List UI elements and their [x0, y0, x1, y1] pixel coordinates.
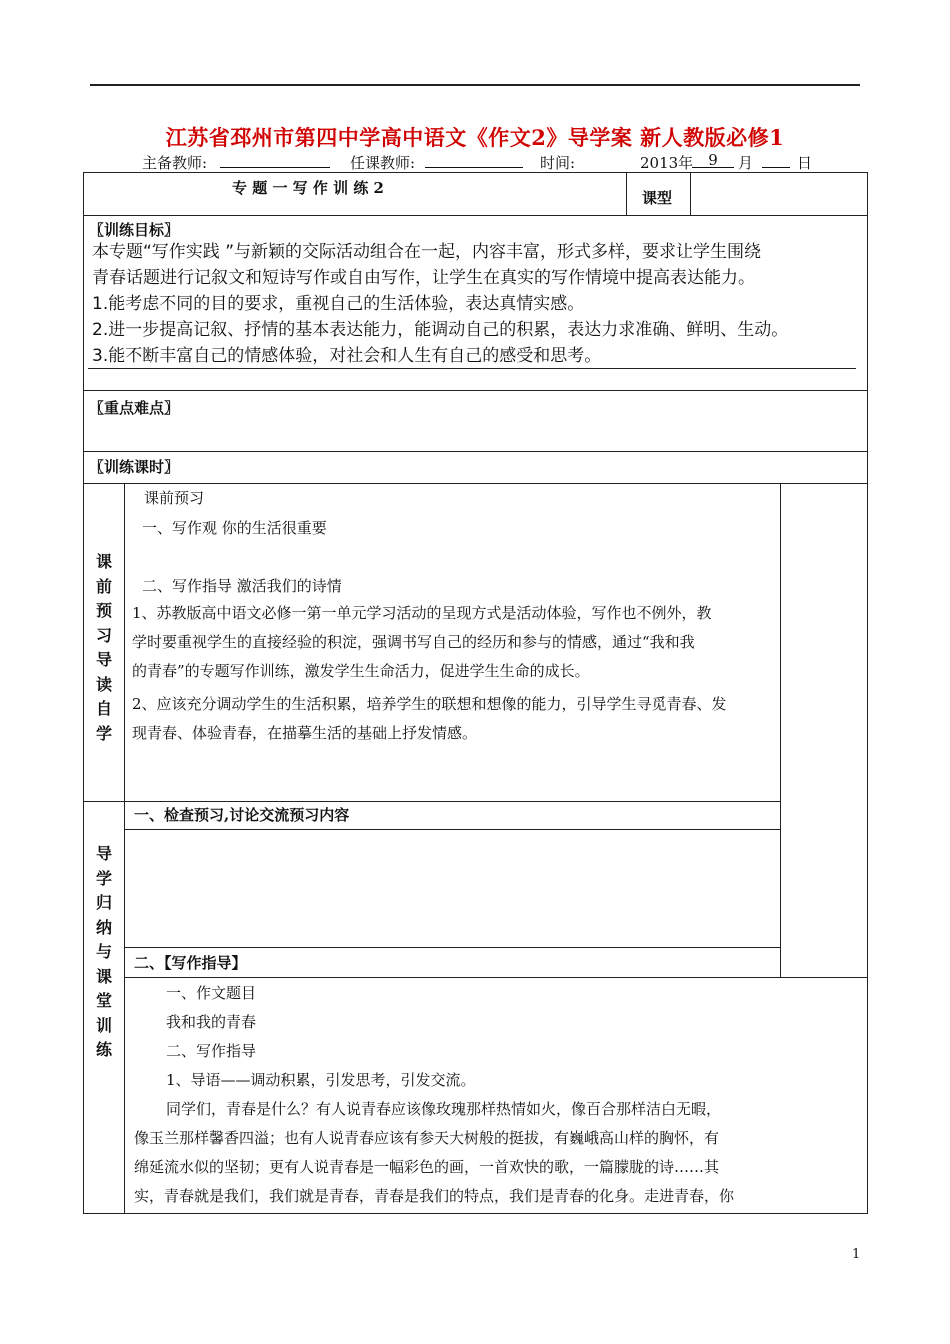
topic-heading: 专 题 一 写 作 训 练 2 [232, 179, 384, 197]
divider [780, 483, 781, 978]
preview-paragraph-1: 1、苏教版高中语文必修一第一单元学习活动的呈现方式是活动体验，写作也不例外，教 学时要重视学生的直接经验的积淀，强调书写自己的经历和参与的情感，通过“我和我 的青春”的专题写作训练，激发学生生命活力，促进学生生命的成长。 [132, 604, 712, 680]
guide-side-label: 导 学 归 纳 与 课 堂 训 练 [95, 844, 112, 1059]
divider [124, 947, 781, 948]
divider [83, 483, 868, 484]
guide-section-2: 二、【写作指导】 [134, 954, 247, 972]
preview-title: 课前预习 [144, 489, 205, 507]
document-title: 江苏省邳州市第四中学高中语文《作文2》导学案 新人教版必修1 [165, 125, 785, 150]
preview-item-2: 二、写作指导 激活我们的诗情 [142, 577, 342, 595]
goal-line: 本专题“写作实践 ”与新颖的交际活动组合在一起，内容丰富，形式多样，要求让学生围绕 [92, 242, 762, 262]
lesson-type-label: 课型 [642, 189, 673, 207]
teacher-label: 任课教师: [350, 154, 416, 172]
divider [626, 172, 627, 215]
guide-lines: 一、作文题目 我和我的青春 二、写作指导 1、导语——调动积累，引发思考，引发交流。 [166, 984, 476, 1089]
month-label: 月 [738, 154, 754, 172]
goal-line: 2.进一步提高记叙、抒情的基本表达能力，能调动自己的积累，表达力求准确、鲜明、生动。 [92, 320, 789, 340]
day-blank[interactable] [762, 151, 790, 168]
lead-teacher-blank[interactable] [220, 151, 330, 168]
preview-side-label: 课 前 预 习 导 读 自 学 [95, 552, 112, 743]
divider [83, 801, 781, 802]
divider [83, 215, 868, 216]
keypoints-heading: 〖重点难点〗 [89, 399, 180, 417]
divider [124, 977, 868, 978]
month-value: 9 [692, 151, 734, 168]
divider [124, 829, 781, 830]
hours-heading: 〖训练课时〗 [89, 458, 180, 476]
preview-paragraph-2: 2、应该充分调动学生的生活积累，培养学生的联想和想像的能力，引导学生寻觅青春、发 现青春、体验青春，在描摹生活的基础上抒发情感。 [132, 695, 727, 742]
divider [83, 451, 868, 452]
time-label: 时间: [540, 154, 576, 172]
divider [690, 172, 691, 215]
day-label: 日 [797, 154, 813, 172]
goal-line: 1.能考虑不同的目的要求，重视自己的生活体验，表达真情实感。 [92, 294, 585, 314]
goals-heading: 〖训练目标〗 [89, 221, 180, 239]
divider [83, 390, 868, 391]
year-label: 2013年 [640, 154, 694, 172]
page-number: 1 [852, 1247, 861, 1262]
lead-teacher-label: 主备教师: [142, 154, 208, 172]
goals-underline [88, 368, 856, 369]
preview-item-1: 一、写作观 你的生活很重要 [142, 519, 327, 537]
goal-line: 青春话题进行记叙文和短诗写作或自由写作，让学生在真实的写作情境中提高表达能力。 [92, 268, 755, 288]
teacher-blank[interactable] [425, 151, 523, 168]
guide-paragraph: 同学们，青春是什么？有人说青春应该像玫瑰那样热情如火，像百合那样洁白无暇， 像玉兰那样馨香四溢；也有人说青春应该有参天大树般的挺拔，有巍峨高山样的胸怀，有 绵延流水似的坚韧；更有人说青春是一幅彩色的画，一首欢快的歌，一篇朦胧的诗……其 实，青春就是我们，我们就是青春，青春是我们的特点，我们是青春的化身。走进青春，你 [134, 1100, 735, 1205]
guide-section-1: 一、检查预习,讨论交流预习内容 [134, 806, 350, 824]
top-rule [90, 84, 860, 86]
goal-line: 3.能不断丰富自己的情感体验，对社会和人生有自己的感受和思考。 [92, 346, 602, 366]
divider [124, 483, 125, 1214]
goals-block [92, 239, 862, 369]
